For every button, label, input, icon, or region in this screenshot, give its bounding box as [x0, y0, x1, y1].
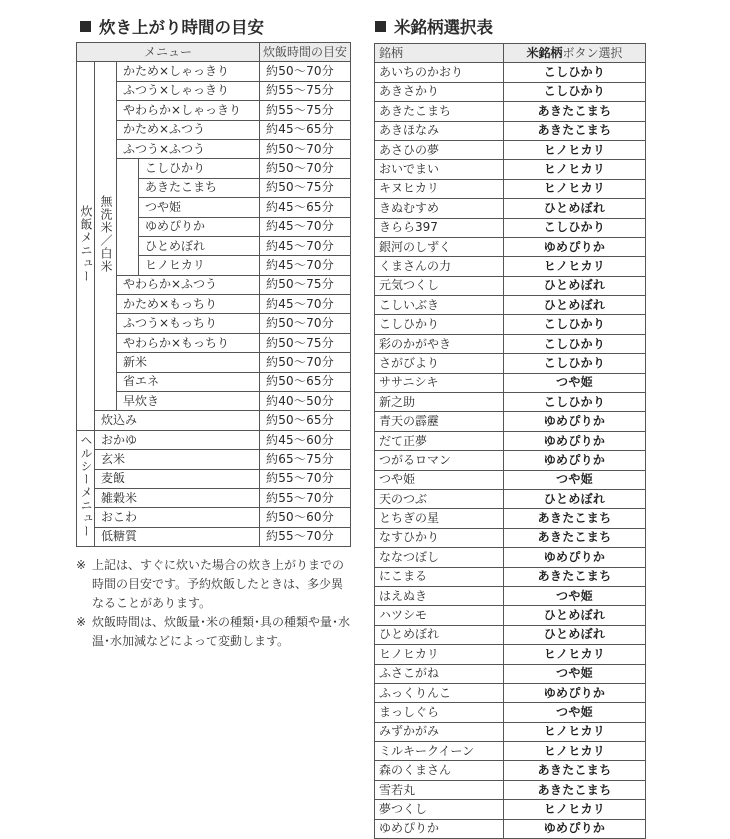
brand-cell: つや姫 [375, 470, 504, 489]
brand-cell: だて正夢 [375, 431, 504, 450]
brand-cell: ふっくりんこ [375, 683, 504, 702]
right-title-text: 米銘柄選択表 [394, 18, 493, 37]
button-selection-cell: ヒノヒカリ [504, 722, 646, 741]
button-selection-cell: ヒノヒカリ [504, 160, 646, 179]
table-header-row [77, 43, 351, 62]
button-selection-cell: ひとめぼれ [504, 199, 646, 218]
rice-type-group-label [95, 62, 117, 411]
brand-cell: キヌヒカリ [375, 179, 504, 198]
button-selection-cell: ヒノヒカリ [504, 800, 646, 819]
brand-cell: ハツシモ [375, 606, 504, 625]
menu-name-cell: おかゆ [95, 430, 260, 449]
cooking-time-cell: 約45～70分 [260, 236, 351, 255]
brand-cell: くまさんの力 [375, 257, 504, 276]
brand-cell: まっしぐら [375, 703, 504, 722]
brand-cell: ななつぼし [375, 548, 504, 567]
button-selection-cell: つや姫 [504, 703, 646, 722]
button-selection-cell: あきたこまち [504, 567, 646, 586]
brand-cell: あきさかり [375, 82, 504, 101]
table-row [375, 742, 646, 761]
brand-cell: ふさこがね [375, 664, 504, 683]
table-row [375, 800, 646, 819]
brand-cell: みずかがみ [375, 722, 504, 741]
table-row [375, 586, 646, 605]
button-selection-cell: つや姫 [504, 586, 646, 605]
brand-cell: 銀河のしずく [375, 237, 504, 256]
button-selection-cell: ひとめぼれ [504, 276, 646, 295]
cooking-menu-group-label [77, 62, 95, 430]
table-row [375, 683, 646, 702]
button-selection-cell: ゆめぴりか [504, 237, 646, 256]
brand-cell: ヒノヒカリ [375, 645, 504, 664]
table-row [375, 509, 646, 528]
table-row [375, 528, 646, 547]
menu-name-cell: ヒノヒカリ [139, 256, 260, 275]
menu-name-cell: 早炊き [117, 392, 260, 411]
brand-cell: ゆめぴりか [375, 819, 504, 838]
button-selection-cell: あきたこまち [504, 780, 646, 799]
indent-cell [117, 159, 139, 275]
table-row [375, 780, 646, 799]
menu-name-cell: かため×もっちり [117, 295, 260, 314]
cooking-time-cell: 約55～75分 [260, 81, 351, 100]
group-label-text: 無洗米／白米 [99, 194, 113, 273]
time-column-header: 炊飯時間の目安 [260, 43, 351, 62]
cooking-time-table [76, 42, 351, 547]
brand-cell: 夢つくし [375, 800, 504, 819]
table-row [375, 82, 646, 101]
button-selection-cell: こしひかり [504, 218, 646, 237]
cooking-time-cell: 約45～65分 [260, 120, 351, 139]
brand-cell: 新之助 [375, 393, 504, 412]
note-mark: ※ [76, 615, 87, 629]
button-selection-cell: こしひかり [504, 334, 646, 353]
cooking-time-cell: 約50～65分 [260, 372, 351, 391]
table-row [77, 527, 351, 546]
menu-name-cell: こしひかり [139, 159, 260, 178]
cooking-time-cell: 約45～65分 [260, 198, 351, 217]
table-row [375, 296, 646, 315]
button-selection-cell: ヒノヒカリ [504, 257, 646, 276]
table-row [375, 761, 646, 780]
brand-cell: きらら397 [375, 218, 504, 237]
table-row [77, 411, 351, 430]
table-row [77, 488, 351, 507]
brand-cell: 元気つくし [375, 276, 504, 295]
table-row [375, 237, 646, 256]
table-row [375, 102, 646, 121]
button-column-header [504, 44, 646, 63]
cooking-time-cell: 約45～70分 [260, 295, 351, 314]
brand-cell: さがびより [375, 354, 504, 373]
button-selection-cell: あきたこまち [504, 761, 646, 780]
table-row [77, 392, 351, 411]
cooking-time-cell: 約50～60分 [260, 508, 351, 527]
table-row [375, 63, 646, 82]
left-section-title [80, 14, 264, 38]
brand-cell: 雪若丸 [375, 780, 504, 799]
menu-name-cell: ふつう×しゃっきり [117, 81, 260, 100]
cooking-time-cell: 約55～70分 [260, 488, 351, 507]
table-row [77, 62, 351, 81]
menu-name-cell: ふつう×もっちり [117, 314, 260, 333]
button-selection-cell: あきたこまち [504, 102, 646, 121]
table-row [77, 469, 351, 488]
table-row [375, 451, 646, 470]
table-row [375, 567, 646, 586]
table-row [375, 645, 646, 664]
brand-cell: あいちのかおり [375, 63, 504, 82]
brand-cell: ササニシキ [375, 373, 504, 392]
brand-cell: こしひかり [375, 315, 504, 334]
brand-cell: あさひの夢 [375, 140, 504, 159]
table-row [375, 373, 646, 392]
cooking-time-cell: 約50～75分 [260, 178, 351, 197]
button-selection-cell: ゆめぴりか [504, 683, 646, 702]
table-row [375, 412, 646, 431]
table-row [375, 548, 646, 567]
brand-cell: 天のつぶ [375, 489, 504, 508]
table-row [77, 314, 351, 333]
button-selection-cell: こしひかり [504, 63, 646, 82]
button-selection-cell: ヒノヒカリ [504, 645, 646, 664]
brand-cell: にこまる [375, 567, 504, 586]
button-selection-cell: あきたこまち [504, 509, 646, 528]
button-selection-cell: ひとめぼれ [504, 606, 646, 625]
table-row [375, 703, 646, 722]
button-selection-cell: ひとめぼれ [504, 625, 646, 644]
button-selection-cell: こしひかり [504, 315, 646, 334]
menu-name-cell: やわらか×ふつう [117, 275, 260, 294]
button-selection-cell: ゆめぴりか [504, 819, 646, 838]
left-title-text: 炊き上がり時間の目安 [99, 18, 264, 37]
brand-cell: とちぎの星 [375, 509, 504, 528]
table-header-row [375, 44, 646, 63]
brand-cell: なすひかり [375, 528, 504, 547]
button-selection-cell: こしひかり [504, 393, 646, 412]
menu-name-cell: やわらか×しゃっきり [117, 101, 260, 120]
table-row [375, 334, 646, 353]
brand-cell: ひとめぼれ [375, 625, 504, 644]
table-row [375, 276, 646, 295]
button-header-bold: 米銘柄 [526, 45, 563, 60]
table-row [77, 275, 351, 294]
table-row [375, 257, 646, 276]
table-row [77, 450, 351, 469]
table-row [375, 393, 646, 412]
menu-name-cell: あきたこまち [139, 178, 260, 197]
table-row [375, 121, 646, 140]
brand-cell: つがるロマン [375, 451, 504, 470]
menu-name-cell: ふつう×ふつう [117, 139, 260, 158]
table-row [77, 333, 351, 352]
square-bullet-icon [80, 21, 91, 32]
menu-name-cell: 麦飯 [95, 469, 260, 488]
table-row [375, 625, 646, 644]
note-text: 上記は、すぐに炊いた場合の炊き上がりまでの時間の目安です。予約炊飯したときは、多少異なることがあります。 [92, 558, 345, 610]
cooking-time-cell: 約50～70分 [260, 159, 351, 178]
button-selection-cell: ヒノヒカリ [504, 140, 646, 159]
table-row [77, 353, 351, 372]
button-selection-cell: あきたこまち [504, 121, 646, 140]
button-selection-cell: こしひかり [504, 354, 646, 373]
button-selection-cell: つや姫 [504, 664, 646, 683]
note-item [76, 613, 352, 651]
menu-name-cell: 炊込み [95, 411, 260, 430]
button-selection-cell: つや姫 [504, 373, 646, 392]
table-row [77, 159, 351, 178]
note-mark: ※ [76, 558, 87, 572]
button-selection-cell: つや姫 [504, 470, 646, 489]
table-row [375, 179, 646, 198]
table-row [77, 508, 351, 527]
menu-name-cell: つや姫 [139, 198, 260, 217]
table-row [375, 722, 646, 741]
menu-name-cell: かため×ふつう [117, 120, 260, 139]
menu-name-cell: おこわ [95, 508, 260, 527]
menu-name-cell: 雑穀米 [95, 488, 260, 507]
menu-column-header: メニュー [77, 43, 260, 62]
cooking-time-cell: 約50～75分 [260, 333, 351, 352]
menu-name-cell: かため×しゃっきり [117, 62, 260, 81]
brand-column-header: 銘柄 [375, 44, 504, 63]
note-item [76, 556, 352, 613]
brand-cell: こしいぶき [375, 296, 504, 315]
cooking-time-cell: 約50～70分 [260, 353, 351, 372]
brand-cell: はえぬき [375, 586, 504, 605]
table-row [375, 470, 646, 489]
button-selection-cell: ゆめぴりか [504, 451, 646, 470]
menu-name-cell: ひとめぼれ [139, 236, 260, 255]
brand-cell: ミルキークイーン [375, 742, 504, 761]
cooking-time-cell: 約50～70分 [260, 139, 351, 158]
cooking-time-cell: 約55～75分 [260, 101, 351, 120]
table-row [77, 430, 351, 449]
menu-name-cell: ゆめぴりか [139, 217, 260, 236]
table-row [77, 295, 351, 314]
button-selection-cell: ひとめぼれ [504, 489, 646, 508]
group-label-text: 炊飯メニュー [79, 204, 93, 283]
table-row [375, 160, 646, 179]
table-row [375, 664, 646, 683]
cooking-time-cell: 約45～70分 [260, 217, 351, 236]
table-row [375, 140, 646, 159]
brand-cell: 青天の霹靂 [375, 412, 504, 431]
cooking-time-cell: 約50～65分 [260, 411, 351, 430]
table-row [375, 354, 646, 373]
table-row [77, 120, 351, 139]
table-row [375, 819, 646, 838]
notes [76, 556, 352, 651]
cooking-time-cell: 約55～70分 [260, 469, 351, 488]
table-row [77, 372, 351, 391]
square-bullet-icon [375, 21, 386, 32]
cooking-time-cell: 約45～60分 [260, 430, 351, 449]
button-selection-cell: ゆめぴりか [504, 412, 646, 431]
note-text: 炊飯時間は、炊飯量･米の種類･具の種類や量･水温･水加減などによって変動します。 [92, 615, 351, 648]
table-row [77, 101, 351, 120]
menu-name-cell: 玄米 [95, 450, 260, 469]
menu-name-cell: 新米 [117, 353, 260, 372]
button-selection-cell: ひとめぼれ [504, 296, 646, 315]
table-row [77, 139, 351, 158]
button-selection-cell: ヒノヒカリ [504, 179, 646, 198]
brand-cell: あきほなみ [375, 121, 504, 140]
button-selection-cell: こしひかり [504, 82, 646, 101]
button-selection-cell: ゆめぴりか [504, 431, 646, 450]
cooking-time-cell: 約50～70分 [260, 314, 351, 333]
table-row [375, 431, 646, 450]
button-selection-cell: ヒノヒカリ [504, 742, 646, 761]
rice-brand-table [374, 43, 646, 839]
brand-cell: 森のくまさん [375, 761, 504, 780]
table-row [375, 489, 646, 508]
cooking-time-cell: 約55～70分 [260, 527, 351, 546]
cooking-time-cell: 約50～75分 [260, 275, 351, 294]
cooking-time-cell: 約45～70分 [260, 256, 351, 275]
healthy-menu-group-label [77, 430, 95, 546]
table-row [375, 606, 646, 625]
button-header-rest: ボタン選択 [562, 45, 623, 60]
brand-cell: おいでまい [375, 160, 504, 179]
button-selection-cell: あきたこまち [504, 528, 646, 547]
right-section-title [375, 14, 493, 38]
cooking-time-cell: 約50～70分 [260, 62, 351, 81]
brand-cell: きぬむすめ [375, 199, 504, 218]
menu-name-cell: 低糖質 [95, 527, 260, 546]
button-selection-cell: ゆめぴりか [504, 548, 646, 567]
cooking-time-cell: 約40～50分 [260, 392, 351, 411]
cooking-time-cell: 約65～75分 [260, 450, 351, 469]
table-row [375, 199, 646, 218]
menu-name-cell: やわらか×もっちり [117, 333, 260, 352]
table-row [375, 315, 646, 334]
brand-cell: 彩のかがやき [375, 334, 504, 353]
group-label-text: ヘルシーメニュー [79, 433, 93, 538]
menu-name-cell: 省エネ [117, 372, 260, 391]
table-row [77, 81, 351, 100]
brand-cell: あきたこまち [375, 102, 504, 121]
table-row [375, 218, 646, 237]
